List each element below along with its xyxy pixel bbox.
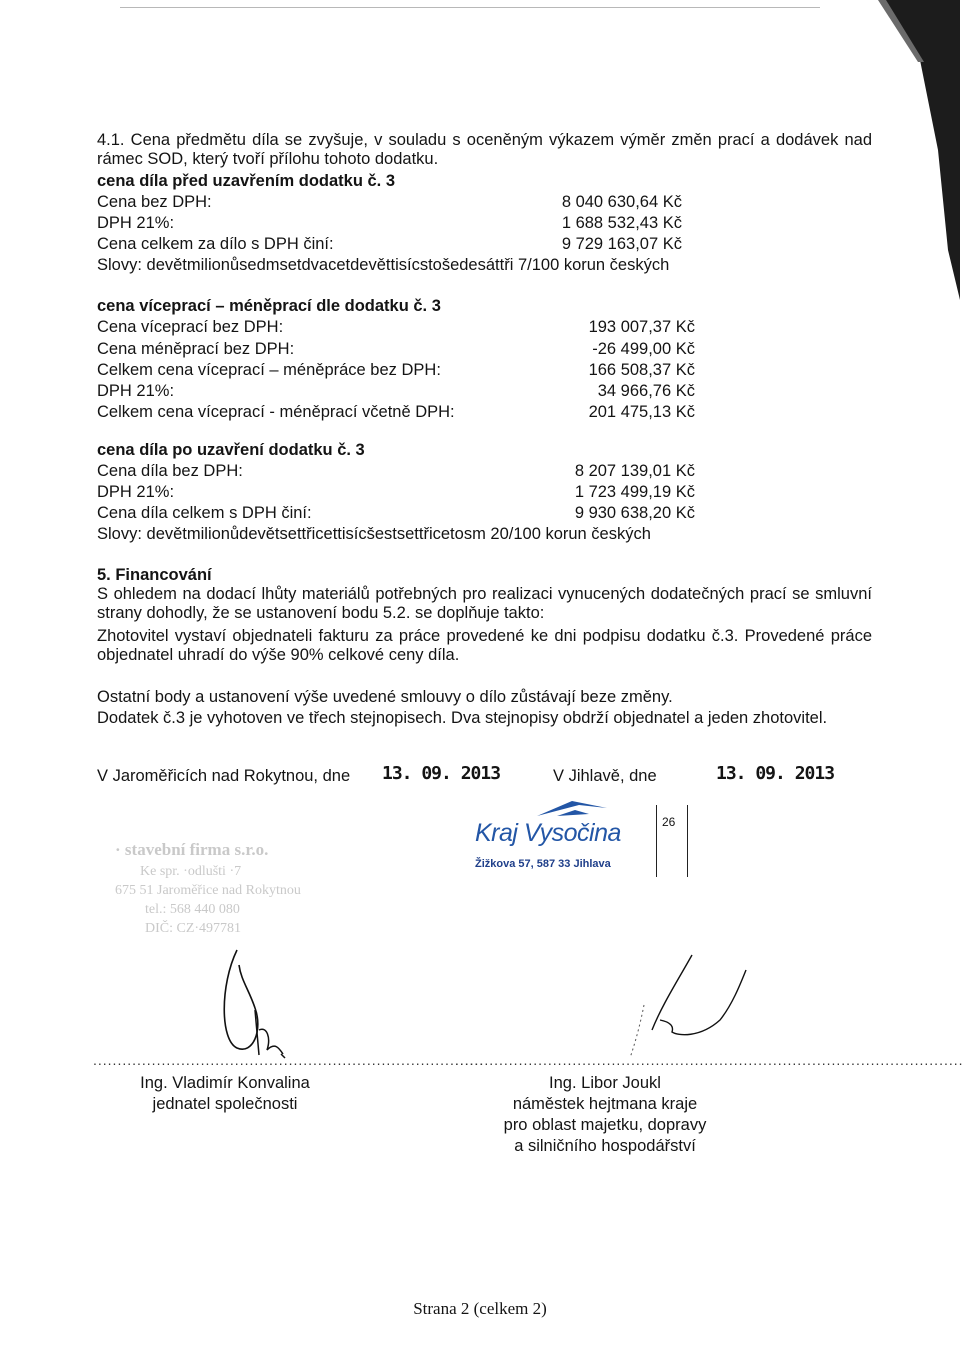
after-heading: cena díla po uzavření dodatku č. 3 [97, 441, 365, 459]
before-value: 8 040 630,64 Kč [561, 193, 682, 211]
scan-top-line [120, 7, 820, 8]
right-signature-line: ........................................................................................................ [455, 1052, 964, 1068]
stamp-line: 675 51 Jaroměřice nad Rokytnou [115, 883, 301, 898]
stamp-line: DIČ: CZ·497781 [145, 921, 242, 936]
before-value: 1 688 532,43 Kč [561, 214, 682, 232]
right-signatory-name: Ing. Libor Joukl [549, 1074, 661, 1092]
left-signature-scribble [215, 930, 305, 1065]
kraj-logo-mark-icon [527, 798, 617, 820]
changes-label: Celkem cena víceprací – méněpráce bez DPH: [97, 361, 441, 379]
financing-paragraph: S ohledem na dodací lhůty materiálů potřebných pro realizaci vynucených dodatečných prací se smluvní strany dohodly, že se ustanovení bodu 5.2. se doplňuje takto: [97, 585, 872, 622]
left-signature-line: ................................................................................ [93, 1052, 485, 1068]
changes-label: Cena méněprací bez DPH: [97, 340, 295, 358]
right-signatory-role: pro oblast majetku, dopravy [503, 1116, 707, 1134]
before-value: 9 729 163,07 Kč [561, 235, 682, 253]
before-words: Slovy: devětmilionůsedmsetdvacetdevěttisícstošedesáttři 7/100 korun českých [97, 256, 670, 274]
after-label: Cena díla bez DPH: [97, 462, 243, 480]
right-signature-scribble [600, 950, 760, 1065]
after-label: DPH 21%: [97, 483, 175, 501]
financing-heading: 5. Financování [97, 566, 212, 584]
right-place: V Jihlavě, dne [553, 767, 657, 785]
before-heading: cena díla před uzavřením dodatku č. 3 [97, 172, 396, 190]
right-signatory [455, 1073, 755, 1157]
changes-heading: cena víceprací – méněprací dle dodatku č. 3 [97, 297, 441, 315]
changes-label: Cena víceprací bez DPH: [97, 318, 284, 336]
company-stamp [90, 840, 360, 950]
right-signatory-role: a silničního hospodářství [514, 1137, 696, 1155]
stamp-line: · stavební firma s.r.o. [115, 840, 269, 859]
after-value: 8 207 139,01 Kč [574, 462, 695, 480]
left-place: V Jaroměřicích nad Rokytnou, dne [97, 767, 351, 785]
changes-label: DPH 21%: [97, 382, 175, 400]
registration-number: 26 [662, 815, 676, 829]
changes-value: 193 007,37 Kč [588, 318, 695, 336]
copies-paragraph: Dodatek č.3 je vyhotoven ve třech stejnopisech. Dva stejnopisy obdrží objednatel a jeden zhotovitel. [97, 709, 828, 727]
stamp-line: tel.: 568 440 080 [145, 902, 240, 917]
after-label: Cena díla celkem s DPH činí: [97, 504, 312, 522]
right-date-stamp: 13. 09. 2013 [716, 763, 835, 784]
changes-value: 201 475,13 Kč [588, 403, 695, 421]
intro-paragraph: 4.1. Cena předmětu díla se zvyšuje, v souladu s oceněným výkazem výměr změn prací a dodávek nad rámec SOD, který tvoří přílohu tohoto dodatku. [97, 131, 872, 168]
before-label: Cena bez DPH: [97, 193, 212, 211]
left-signatory [100, 1073, 350, 1115]
kraj-name: Kraj Vysočina [475, 819, 621, 847]
before-label: DPH 21%: [97, 214, 175, 232]
other-provisions-paragraph: Ostatní body a ustanovení výše uvedené smlouvy o dílo zůstávají beze změny. [97, 688, 673, 706]
right-signatory-role: náměstek hejtmana kraje [512, 1095, 698, 1113]
after-value: 9 930 638,20 Kč [574, 504, 695, 522]
before-label: Cena celkem za dílo s DPH činí: [97, 235, 334, 253]
left-signatory-role: jednatel společnosti [152, 1095, 298, 1113]
left-signatory-name: Ing. Vladimír Konvalina [140, 1074, 310, 1092]
changes-value: 34 966,76 Kč [597, 382, 695, 400]
registration-box [656, 805, 688, 877]
after-words: Slovy: devětmilionůdevětsettřicettisícšestsettřicetosm 20/100 korun českých [97, 525, 651, 543]
left-date-stamp: 13. 09. 2013 [382, 763, 501, 784]
page-footer: Strana 2 (celkem 2) [413, 1299, 547, 1318]
invoice-paragraph: Zhotovitel vystaví objednateli fakturu za práce provedené ke dni podpisu dodatku č.3. Provedené práce objednatel uhradí do výše 90% celkové ceny díla. [97, 627, 872, 664]
kraj-address: Žižkova 57, 587 33 Jihlava [475, 858, 611, 870]
stamp-line: Ke spr. ·odlušti ·7 [140, 864, 242, 879]
kraj-vysocina-stamp [475, 798, 645, 878]
changes-label: Celkem cena víceprací - méněprací včetně DPH: [97, 403, 455, 421]
changes-value: -26 499,00 Kč [592, 340, 695, 358]
changes-value: 166 508,37 Kč [588, 361, 695, 379]
after-value: 1 723 499,19 Kč [574, 483, 695, 501]
